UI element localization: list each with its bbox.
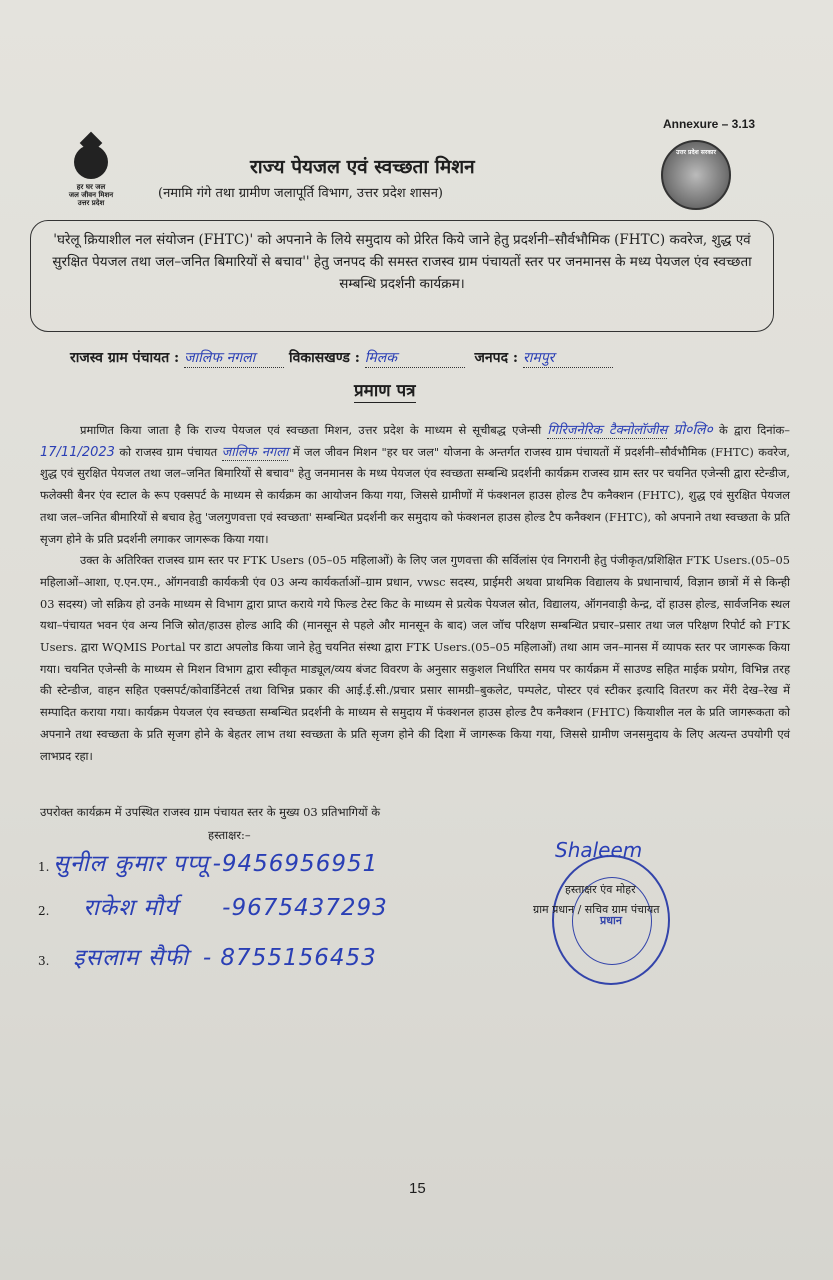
certificate-body — [40, 420, 790, 767]
stamp-signature: Shaleem — [555, 838, 643, 862]
paragraph-1 — [40, 420, 790, 550]
certificate-heading: प्रमाण पत्र — [354, 378, 416, 403]
signature-2-name: राकेश मौर्य — [83, 895, 179, 921]
seal-caption: उत्तर प्रदेश सरकार — [676, 149, 716, 156]
logo-left-caption: हर घर जल जल जीवन मिशन उत्तर प्रदेश — [68, 183, 114, 207]
agency-name: गिरिजनेरिक टैक्नोलॉजीस — [547, 423, 668, 438]
org-title: राज्य पेयजल एवं स्वच्छता मिशन — [250, 156, 475, 178]
paragraph-2: उक्त के अतिरिक्त राजस्व ग्राम स्तर पर FTK Users (05–05 महिलाओं) के लिए जल गुणवत्ता की सर्विलांस एंव निगरानी हेतु पंजीकृत/प्रशिक्षित FTK Users.(05–05 महिलाओं–आशा, ए.एन.एम., ऑगनवाडी कार्यकत्री एंव 03 अन्य कार्यकर्ताओं–ग्राम प्रधान, vwsc सदस्य, प्राईमरी अथवा प्राथमिक विद्यालय के प्रधानाचार्य, विज्ञान छात्रों में से किन्ही 03 सदस्य) जो सक्रिय हो उनके माध्यम से विभाग द्वारा प्राप्त कराये गये फिल्ड टेस्ट किट के माध्यम से प्रत्येक पेयजल स्रोत, विद्यालय, ऑगनवाड़ी केन्द्र, दों हाउस होल्ड, सार्वजनिक स्थल यथा–पंचायत भवन एंव अन्य निजि स्रोत/हाउस होल्ड आदि की (मानसून से पहले और मानसून के बाद) जल जॉच परिक्षण सम्बन्धित प्रचार–प्रसार तथा जल परिक्षण रिपोर्ट को FTK Users. द्वारा WQMIS Portal पर डाटा अपलोड किया जाने हेतु चयनित संस्था द्वारा FTK Users.(05–05 महिलाओं) तथा आम जन–मानस में व्यापक स्तर पर जागरूक किया गया। चयनित एजेन्सी के माध्यम से मिशन विभाग द्वारा स्वीकृत माड्यूल/व्यय बंजट विवरण के अनुसार सकुशल निर्धारित समय पर कार्यक्रम में साउण्ड सहित माईक प्रयोग, विभिन्न तरह की स्टेन्डीज, वाहन सहित एक्सपर्ट/कोवार्डिनेटर्स तथा विभिन्न प्रकार की आई.ई.सी./प्रचार प्रसार सामग्री–बुकलेट, पम्पलेट, पोस्टर एवं स्टीकर इत्यादि वितरण कर मेंरी देख–रेख में सम्पादित कराया गया। कार्यक्रम पेयजल एंव स्वच्छता सम्बन्धित प्रदर्शनी के माध्यम से समुदाय में फंक्शनल हाउस होल्ड टैप कनैक्शन (FHTC) कियाशील नल के प्रति जागरूकता को अपनाने तथा स्वच्छता के प्रति सृजग होने के बेहतर लाभ तथा स्वच्छता के प्रति सृजग होने की दिशा में जागरूक किया गया, जिससे ग्रामीण जनसमुदाय के लिए अत्यन्त उपयोगी एवं लाभप्रद रहा। — [40, 553, 790, 763]
signature-2-phone: -9675437293 — [222, 895, 388, 921]
jal-jeevan-mission-logo — [50, 145, 132, 207]
signature-3-phone: - 8755156453 — [202, 945, 377, 971]
signature-2-number: 2. — [38, 904, 50, 918]
para1-b: के द्वारा दिनांक– — [719, 423, 791, 437]
program-date: 17/11/2023 — [40, 444, 115, 460]
org-subtitle: (नमामि गंगे तथा ग्रामीण जलापूर्ति विभाग, उत्तर प्रदेश शासन) — [158, 186, 443, 201]
program-title-text: 'घरेलू क्रियाशील नल संयोजन (FHTC)' को अपनाने के लिये समुदाय को प्रेरित किये जाने हेतु प्रदर्शनी–सौर्वभौमिक (FHTC) कवरेज, शुद्ध एवं सुरक्षित पेयजल तथा जल–जनित बिमारियों से बचाव'' हेतु जनपद की समस्त राजस्व ग्राम पंचायतों स्तर पर जनमानस के मध्य पेयजल एंव स्वच्छता सम्बन्धि प्रदर्शनी कार्यक्रम। — [52, 232, 752, 292]
location-fields — [70, 348, 613, 368]
signature-1-number: 1. — [38, 860, 50, 874]
up-government-seal — [661, 140, 731, 210]
annexure-label: Annexure – 3.13 — [662, 117, 755, 131]
signature-line-3 — [38, 940, 377, 972]
stamp-label-2: ग्राम प्रधान / सचिव ग्राम पंचायत — [533, 903, 660, 916]
signature-3-number: 3. — [38, 954, 50, 968]
signature-1-phone: -9456956951 — [212, 851, 379, 877]
para1-d: में जल जीवन मिशन "हर घर जल" योजना के अन्तर्गत राजस्व ग्राम पंचायतों में प्रदर्शनी–सौर्वभौमिक (FHTC) कवरेज, शुद्ध एवं सुरक्षित पेयजल तथा जल–जनित बिमारियों से बचाव" हेतु जनमानस के मध्य पेयजल एंव स्वच्छता सम्बन्धि प्रदर्शनी कार्यक्रम राजस्व ग्राम स्तर पर चयनित एजेन्सी द्वारा स्टेन्डीज, फलेक्सी बैनर एंव स्टाल के रूप एक्सपर्ट के माध्यम से कार्यक्रम का आयोजन किया गया, जिससे ग्रामीणों में फंक्शनल हाउस होल्ड टैप कनैक्शन (FHTC), शुद्ध एवं सुरक्षित पेयजल तथा जल–जनित बीमारियों से बचाव हेतु 'जलगुणवत्ता एवं स्वच्छता' सम्बन्धित प्रदर्शनी कर समुदाय को फंक्शनल हाउस होल्ड टैप कनैक्शन (FHTC), को अपनाने तथा स्वच्छता के प्रति सृजग होने के प्रति प्रदर्शनी लगाकर जागरूक किया गया। — [40, 444, 791, 546]
page-number: 15 — [409, 1180, 426, 1197]
para1-c: को राजस्व ग्राम पंचायत — [119, 444, 218, 459]
signatures-intro: उपरोक्त कार्यक्रम में उपस्थित राजस्व ग्राम पंचायत स्तर के मुख्य 03 प्रतिभागियों के — [40, 805, 381, 819]
gram-label: राजस्व ग्राम पंचायत : — [70, 350, 180, 366]
signatures-label: हस्ताक्षर:– — [208, 828, 251, 842]
stamp-text: प्रधान — [600, 914, 622, 927]
district-label: जनपद : — [474, 350, 519, 366]
signature-line-1 — [38, 846, 378, 878]
block-label: विकासखण्ड : — [288, 350, 360, 366]
district-value: रामपुर — [523, 348, 613, 368]
gram-name-repeat: जालिफ नगला — [221, 444, 289, 460]
program-title-box — [30, 220, 774, 332]
stamp-label-1: हस्ताक्षर एंव मोहर — [565, 883, 636, 896]
block-value: मिलक — [365, 348, 465, 368]
margin-note: प्रो०लि० — [673, 422, 713, 438]
para1-a: प्रमाणित किया जाता है कि राज्य पेयजल एवं स्वच्छता मिशन, उत्तर प्रदेश के माध्यम से सूचीबद्ध एजेन्सी — [80, 423, 542, 437]
signature-line-2 — [38, 890, 388, 922]
gram-value: जालिफ नगला — [184, 348, 284, 368]
water-drop-icon — [74, 145, 108, 179]
signature-3-name: इसलाम सैफी — [73, 945, 189, 971]
official-stamp — [552, 855, 670, 985]
signature-1-name: सुनील कुमार पप्पू — [53, 851, 209, 877]
